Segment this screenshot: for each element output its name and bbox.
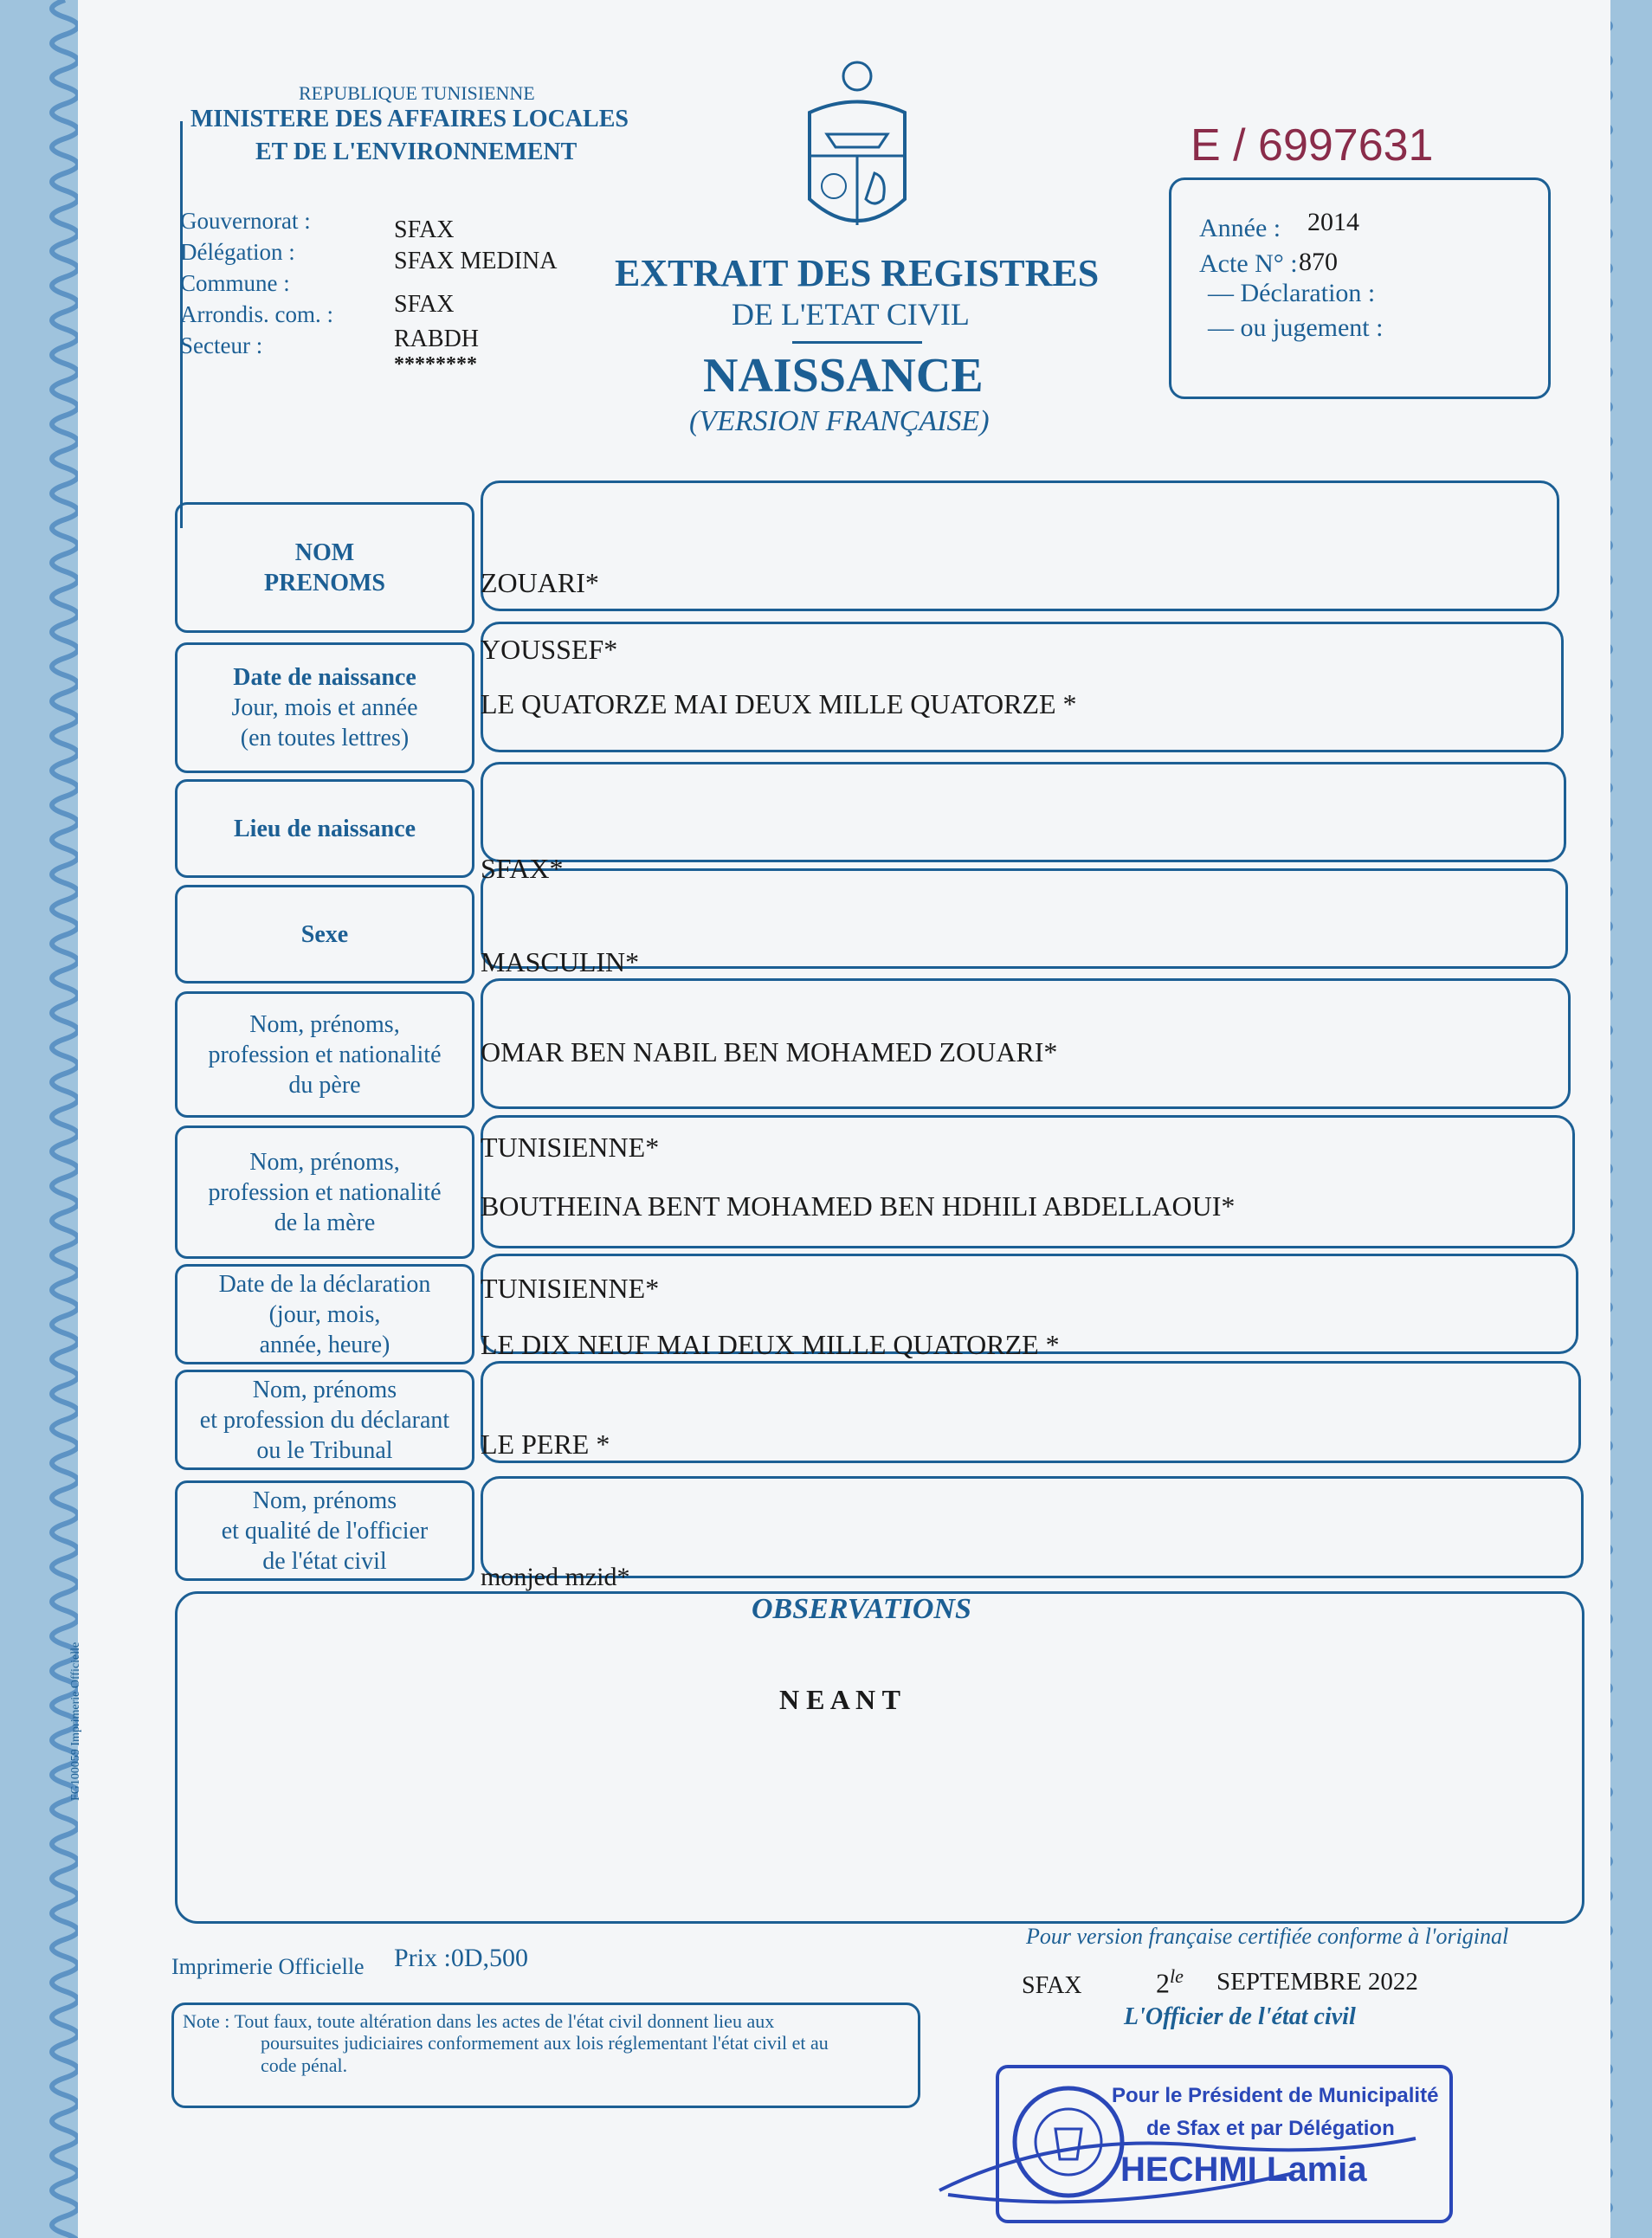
title-version-francaise: (VERSION FRANÇAISE) xyxy=(689,405,990,437)
title-underline xyxy=(792,341,922,344)
acte-value: 870 xyxy=(1299,248,1338,276)
price-label: Prix :0D,500 xyxy=(394,1944,529,1972)
arrondissement-label: Arrondis. com. : xyxy=(180,301,333,327)
serial-number xyxy=(1191,119,1433,171)
title-etat-civil: DE L'ETAT CIVIL xyxy=(732,297,970,332)
ministry-line-1: MINISTERE DES AFFAIRES LOCALES xyxy=(190,106,629,132)
month-year-value: SEPTEMBRE 2022 xyxy=(1216,1968,1418,1996)
label-sexe: Sexe xyxy=(175,885,474,984)
printer-label: Imprimerie Officielle xyxy=(171,1954,365,1979)
observations-box xyxy=(175,1591,1584,1924)
note-line-2: poursuites judiciaires conformement aux lois réglementant l'état civil et au xyxy=(261,2032,829,2054)
typed-sexe: MASCULIN* xyxy=(481,946,640,977)
typed-declarant: LE PERE * xyxy=(481,1429,610,1460)
title-naissance: NAISSANCE xyxy=(703,349,984,403)
republic-heading: REPUBLIQUE TUNISIENNE xyxy=(299,82,535,104)
gouvernorat-value: SFAX xyxy=(394,216,455,243)
typed-nom: ZOUARI* xyxy=(481,567,599,598)
label-date-naissance: Date de naissance Jour, mois et année (en toutes lettres) xyxy=(175,642,474,773)
typed-date-declaration: LE DIX NEUF MAI DEUX MILLE QUATORZE * xyxy=(481,1329,1060,1360)
day-value xyxy=(1156,1965,1184,2000)
observations-title: OBSERVATIONS xyxy=(752,1593,971,1625)
typed-officier: monjed mzid* xyxy=(481,1563,630,1591)
declaration-option: — Déclaration : xyxy=(1208,279,1376,307)
commune-label: Commune : xyxy=(180,270,290,296)
delegation-value: SFAX MEDINA xyxy=(394,248,558,274)
secteur-label: Secteur : xyxy=(180,332,263,358)
value-box-declarant xyxy=(481,1361,1581,1463)
secteur-value: RABDH xyxy=(394,326,480,352)
label-mere: Nom, prénoms, profession et nationalité de la mère xyxy=(175,1125,474,1259)
label-pere: Nom, prénoms, profession et nationalité du père xyxy=(175,991,474,1118)
legal-note xyxy=(171,2003,920,2108)
note-line-3: code pénal. xyxy=(261,2054,348,2076)
value-box-nom xyxy=(481,480,1559,611)
annee-label: Année : xyxy=(1199,214,1281,242)
acte-label: Acte N° : xyxy=(1199,249,1298,278)
gouvernorat-label: Gouvernorat : xyxy=(180,208,311,234)
typed-date-naissance: LE QUATORZE MAI DEUX MILLE QUATORZE * xyxy=(481,688,1077,719)
label-declarant: Nom, prénoms et profession du déclarant ou le Tribunal xyxy=(175,1370,474,1470)
officer-title: L'Officier de l'état civil xyxy=(1124,2003,1356,2030)
stamp-line-2: de Sfax et par Délégation xyxy=(1146,2117,1395,2140)
value-box-lieu xyxy=(481,762,1566,862)
label-officier: Nom, prénoms et qualité de l'officier de l'état civil xyxy=(175,1480,474,1581)
certification-text: Pour version française certifiée conforme à l'original xyxy=(1026,1924,1509,1949)
typed-prenom: YOUSSEF* xyxy=(481,634,618,665)
side-print-code: FG100059 Imprimerie Officielle xyxy=(69,1641,82,1801)
note-line-1: Note : Tout faux, toute altération dans les actes de l'état civil donnent lieu aux xyxy=(183,2010,775,2032)
observations-value: N E A N T xyxy=(779,1684,900,1715)
place-value: SFAX xyxy=(1022,1972,1082,1999)
typed-mere-nationalite: TUNISIENNE* xyxy=(481,1273,660,1304)
ministry-line-2: ET DE L'ENVIRONNEMENT xyxy=(255,139,578,165)
typed-pere-nationalite: TUNISIENNE* xyxy=(481,1132,660,1163)
value-box-sexe xyxy=(481,868,1568,969)
day-number: 2 xyxy=(1156,1967,1170,1999)
secteur-stars: ******** xyxy=(394,353,477,376)
value-box-date-naissance xyxy=(481,622,1564,752)
stamp-name: HECHMI Lamia xyxy=(1120,2151,1367,2189)
typed-pere: OMAR BEN NABIL BEN MOHAMED ZOUARI* xyxy=(481,1036,1058,1067)
tunisia-coat-of-arms-emblem xyxy=(792,52,922,247)
delegation-label: Délégation : xyxy=(180,239,295,265)
commune-value: SFAX xyxy=(394,291,455,318)
signature-scribble xyxy=(931,2112,1450,2225)
title-extrait: EXTRAIT DES REGISTRES xyxy=(615,252,1100,294)
typed-lieu: SFAX* xyxy=(481,853,564,884)
annee-value: 2014 xyxy=(1307,208,1359,236)
serial-number-text: E / 6997631 xyxy=(1191,120,1434,171)
day-suffix: le xyxy=(1170,1965,1184,1987)
typed-mere: BOUTHEINA BENT MOHAMED BEN HDHILI ABDELLAOUI* xyxy=(481,1190,1236,1222)
stamp-line-1: Pour le Président de Municipalité xyxy=(1112,2084,1439,2107)
label-nom-prenoms: NOM PRENOMS xyxy=(175,502,474,633)
label-date-declaration: Date de la déclaration (jour, mois, année, heure) xyxy=(175,1264,474,1364)
value-box-officier xyxy=(481,1476,1584,1578)
label-lieu-naissance: Lieu de naissance xyxy=(175,779,474,878)
jugement-option: — ou jugement : xyxy=(1208,313,1384,342)
